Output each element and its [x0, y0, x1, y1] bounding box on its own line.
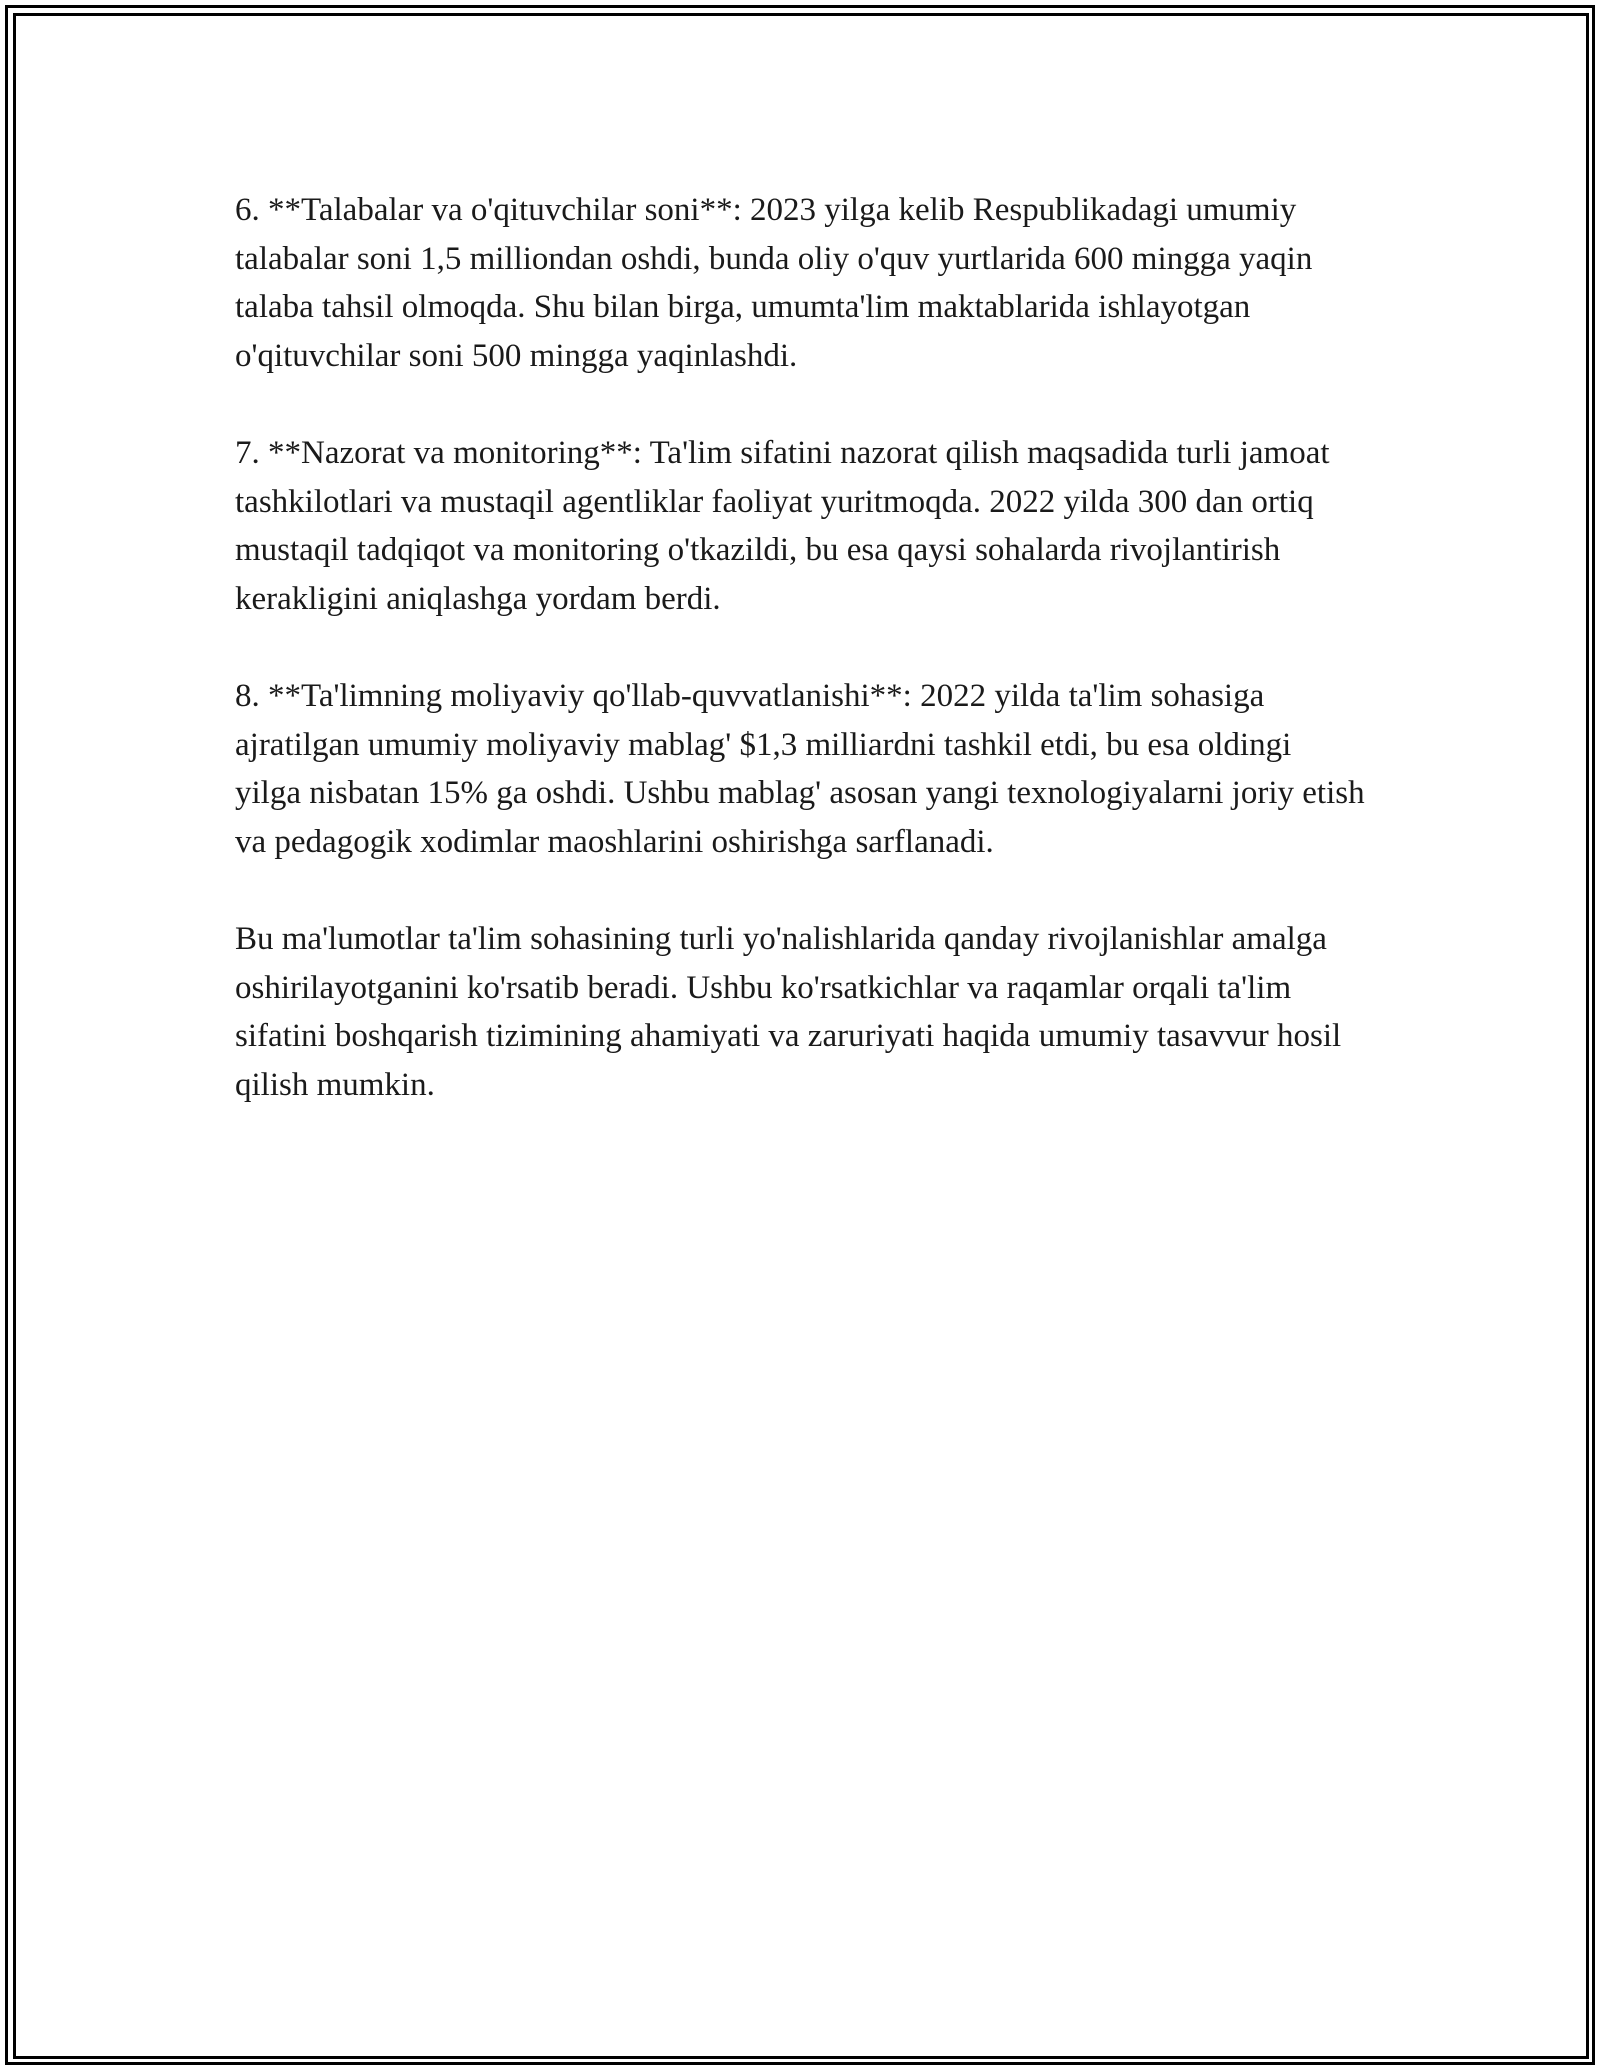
paragraph-conclusion: Bu ma'lumotlar ta'lim sohasining turli yo'nalishlarida qanday rivojlanishlar amalga oshirilayotganini ko'rsatib beradi. Ushbu ko'rsatkichlar va raqamlar orqali ta'lim sifatini boshqarish tizimining ahamiyati va zaruriyati haqida umumiy tasavvur hosil qilish mumkin.: [235, 921, 1342, 1103]
paragraph-financial-support: 8. **Ta'limning moliyaviy qo'llab-quvvatlanishi**: 2022 yilda ta'lim sohasiga ajratilgan umumiy moliyaviy mablag' $1,3 milliardni tashkil etdi, bu esa oldingi yilga nisbatan 15% ga oshdi. Ushbu mablag' asosan yangi texnologiyalarni joriy etish va pedagogik xodimlar maoshlarini oshirishga sarflanadi.: [235, 678, 1365, 860]
paragraph-monitoring: 7. **Nazorat va monitoring**: Ta'lim sifatini nazorat qilish maqsadida turli jamoat tashkilotlari va mustaqil agentliklar faoliyat yuritmoqda. 2022 yilda 300 dan ortiq mustaqil tadqiqot va monitoring o'tkazildi, bu esa qaysi sohalarda rivojlantirish kerakligini aniqlashga yordam berdi.: [235, 435, 1330, 617]
paragraph-students-teachers: 6. **Talabalar va o'qituvchilar soni**: 2023 yilga kelib Respublikadagi umumiy talabalar soni 1,5 milliondan oshdi, bunda oliy o'quv yurtlarida 600 mingga yaqin talaba tahsil olmoqda. Shu bilan birga, umumta'lim maktablarida ishlayotgan o'qituvchilar soni 500 mingga yaqinlashdi.: [235, 192, 1313, 374]
document-body: [235, 186, 1365, 1158]
